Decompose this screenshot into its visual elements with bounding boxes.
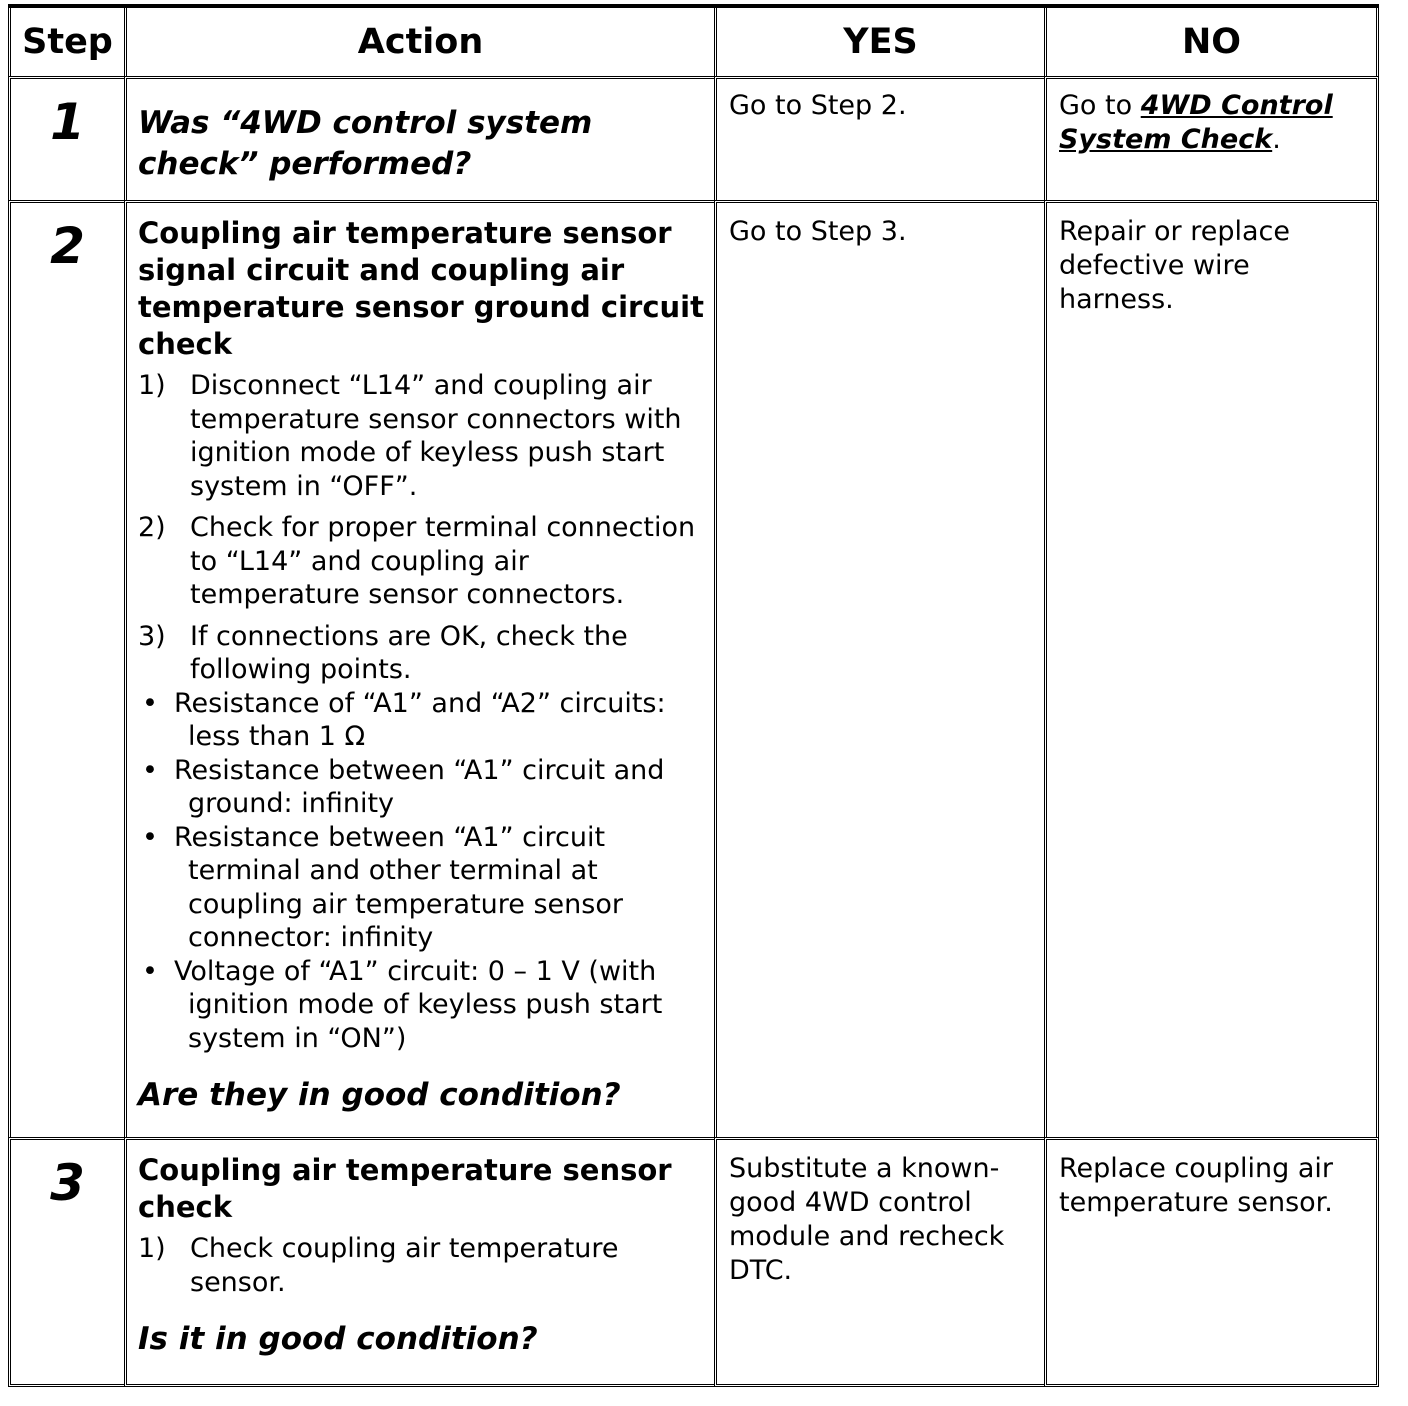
yes-cell: [714, 76, 1044, 200]
action-title: Coupling air temperature sensor signal circuit and coupling air temperature sensor ground circuit check: [138, 216, 704, 361]
action-cell: [124, 200, 714, 1137]
header-action: Action: [124, 8, 714, 76]
header-step: Step: [8, 8, 124, 76]
action-cell: [124, 76, 714, 200]
table-header-row: [8, 8, 1379, 76]
list-item: [138, 511, 704, 612]
yes-text: Go to Step 2.: [729, 90, 907, 121]
check-point-text: Resistance between “A1” circuit terminal and other terminal at coupling air temperature sensor connector: infinity: [174, 821, 623, 953]
list-item: [138, 754, 704, 821]
substep-list: [138, 369, 704, 1055]
bullet-icon: •: [142, 821, 158, 853]
check-point-list: [138, 687, 704, 1056]
step-cell: [8, 200, 124, 1137]
step-cell: [8, 76, 124, 200]
substep-text: Check coupling air temperature sensor.: [190, 1233, 619, 1298]
table-row-step-1: [8, 76, 1379, 200]
step-cell: [8, 1137, 124, 1387]
no-cell: [1044, 1137, 1379, 1387]
no-text: [1047, 79, 1376, 167]
diagnostic-table: [8, 8, 1379, 1387]
header-yes: YES: [714, 8, 1044, 76]
yes-text: Substitute a known-good 4WD control module and recheck DTC.: [729, 1153, 1005, 1286]
substep-text: Disconnect “L14” and coupling air temperature sensor connectors with ignition mode of keyless push start system in “OFF”.: [190, 370, 682, 502]
step-number: 1: [50, 93, 85, 151]
bullet-icon: •: [142, 687, 158, 719]
check-point-text: Voltage of “A1” circuit: 0 – 1 V (with ignition mode of keyless push start system in “ON”): [174, 955, 663, 1054]
no-prefix: Go to: [1059, 90, 1141, 121]
action-title: Coupling air temperature sensor check: [138, 1153, 672, 1224]
list-item: [138, 687, 704, 754]
substep-text: Check for proper terminal connection to “L14” and coupling air temperature sensor connectors.: [190, 512, 696, 610]
check-point-text: Resistance between “A1” circuit and ground: infinity: [174, 754, 665, 819]
no-suffix: .: [1272, 124, 1281, 155]
list-item: [138, 955, 704, 1056]
step-number: 3: [50, 1154, 85, 1212]
no-text: Repair or replace defective wire harness.: [1059, 216, 1290, 315]
substep-marker: 1): [138, 370, 166, 401]
yes-text: Go to Step 3.: [729, 216, 907, 247]
header-no: NO: [1044, 8, 1379, 76]
step-number: 2: [50, 217, 85, 275]
control-system-check-link[interactable]: 4WD Control System Check: [1059, 90, 1333, 155]
question-line: check” performed?: [138, 146, 472, 182]
no-cell: [1044, 200, 1379, 1137]
closing-question: Is it in good condition?: [138, 1321, 538, 1357]
no-cell: [1044, 76, 1379, 200]
list-item: [138, 620, 704, 1056]
check-point-text: Resistance of “A1” and “A2” circuits: less than 1 Ω: [174, 687, 666, 752]
list-item: [138, 369, 704, 503]
question-line: Was “4WD control system: [138, 105, 593, 141]
table-row-step-2: [8, 200, 1379, 1137]
substep-marker: 2): [138, 512, 166, 543]
no-text: Replace coupling air temperature sensor.: [1059, 1153, 1333, 1218]
substep-marker: 1): [138, 1233, 166, 1264]
bullet-icon: •: [142, 955, 158, 987]
list-item: [138, 1232, 704, 1299]
closing-question: Are they in good condition?: [138, 1077, 621, 1113]
substep-text: If connections are OK, check the following points.: [190, 620, 628, 685]
substep-list: [138, 1232, 704, 1299]
yes-cell: [714, 200, 1044, 1137]
bullet-icon: •: [142, 754, 158, 786]
yes-cell: [714, 1137, 1044, 1387]
substep-marker: 3): [138, 620, 166, 652]
list-item: [138, 821, 704, 955]
table-row-step-3: [8, 1137, 1379, 1387]
action-cell: [124, 1137, 714, 1387]
